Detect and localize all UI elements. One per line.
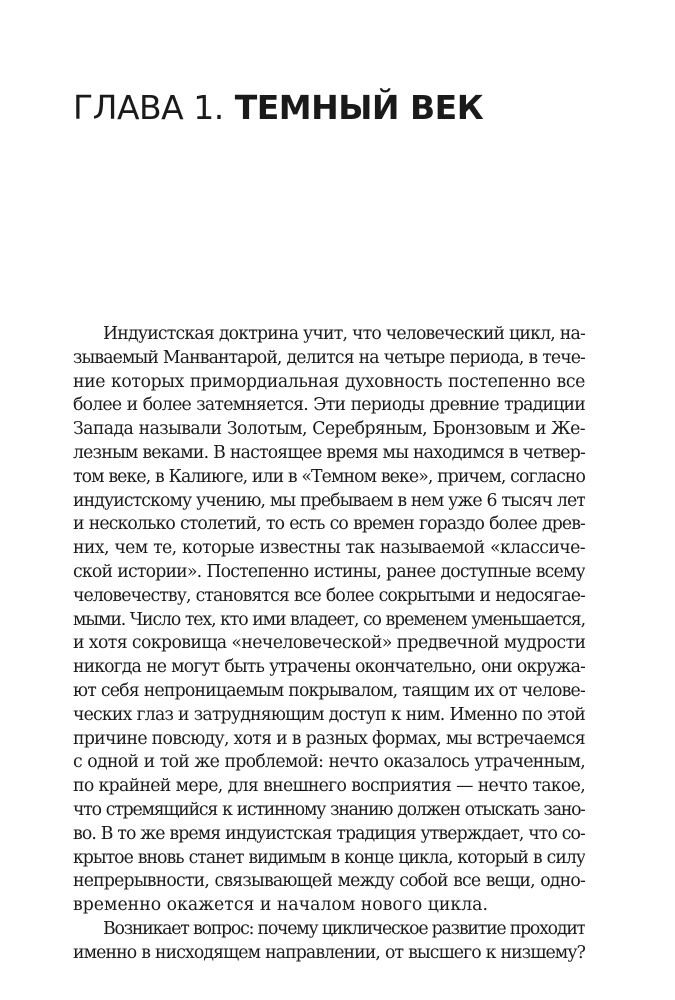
text-line: именно в нисходящем направлении, от высшего к низшему? [73,942,585,963]
text-line: ние которых примордиальная духовность постепенно все [73,371,585,392]
paragraph-2 [73,918,585,966]
text-line: индуистскому учению, мы пребываем в нем уже 6 тысяч лет [73,490,585,511]
text-line: ют себя непроницаемым покрывалом, таящим их от челове- [73,680,585,701]
text-line: зываемый Манвантарой, делится на четыре периода, в тече- [73,347,585,368]
text-line: них, чем те, которые известны так называемой «классиче- [73,538,585,559]
text-line: непрерывности, связывающей между собой все вещи, одно- [73,871,585,892]
text-line: причине повсюду, хотя и в разных формах, мы встречаемся [73,728,585,749]
text-line: мыми. Число тех, кто ими владеет, со временем уменьшается, [73,609,585,630]
text-line: ской истории». Постепенно истины, ранее доступные всему [73,561,585,582]
text-line: по крайней мере, для внешнего восприятия — нечто такое, [73,776,585,797]
text-line: лезным веками. В настоящее время мы находимся в четвер- [73,442,585,463]
text-line: и хотя сокровища «нечеловеческой» предвечной мудрости [73,633,585,654]
text-line: во. В то же время индуистская традиция утверждает, что со- [73,823,585,844]
chapter-title: ТЕМНЫЙ ВЕК [234,88,484,127]
text-line: человечеству, становятся все более сокрытыми и недосягае- [73,585,585,606]
body-text [73,323,585,966]
text-line: и несколько столетий, то есть со времен гораздо более древ- [73,514,585,535]
text-line: крытое вновь станет видимым в конце цикла, который в силу [73,847,585,868]
text-line: что стремящийся к истинному знанию должен отыскать зано- [73,799,585,820]
text-line: с одной и той же проблемой: нечто оказалось утраченным, [73,752,585,773]
chapter-heading [73,86,483,130]
text-line: ческих глаз и затрудняющим доступ к ним. Именно по этой [73,704,585,725]
text-line: временно окажется и началом нового цикла. [73,895,488,916]
text-line: Индуистская доктрина учит, что человеческий цикл, на- [103,324,585,344]
text-line: Запада называли Золотым, Серебряным, Бронзовым и Же- [73,419,585,440]
text-line: Возникает вопрос: почему циклическое развитие проходит [103,918,585,939]
text-line: никогда не могут быть утрачены окончательно, они окружа- [73,657,585,678]
paragraph-1 [73,323,585,918]
chapter-number: ГЛАВА 1. [73,88,224,127]
text-line: том веке, в Калиюге, или в «Темном веке», причем, согласно [73,466,585,487]
text-line: более и более затемняется. Эти периоды древние традиции [73,395,585,416]
